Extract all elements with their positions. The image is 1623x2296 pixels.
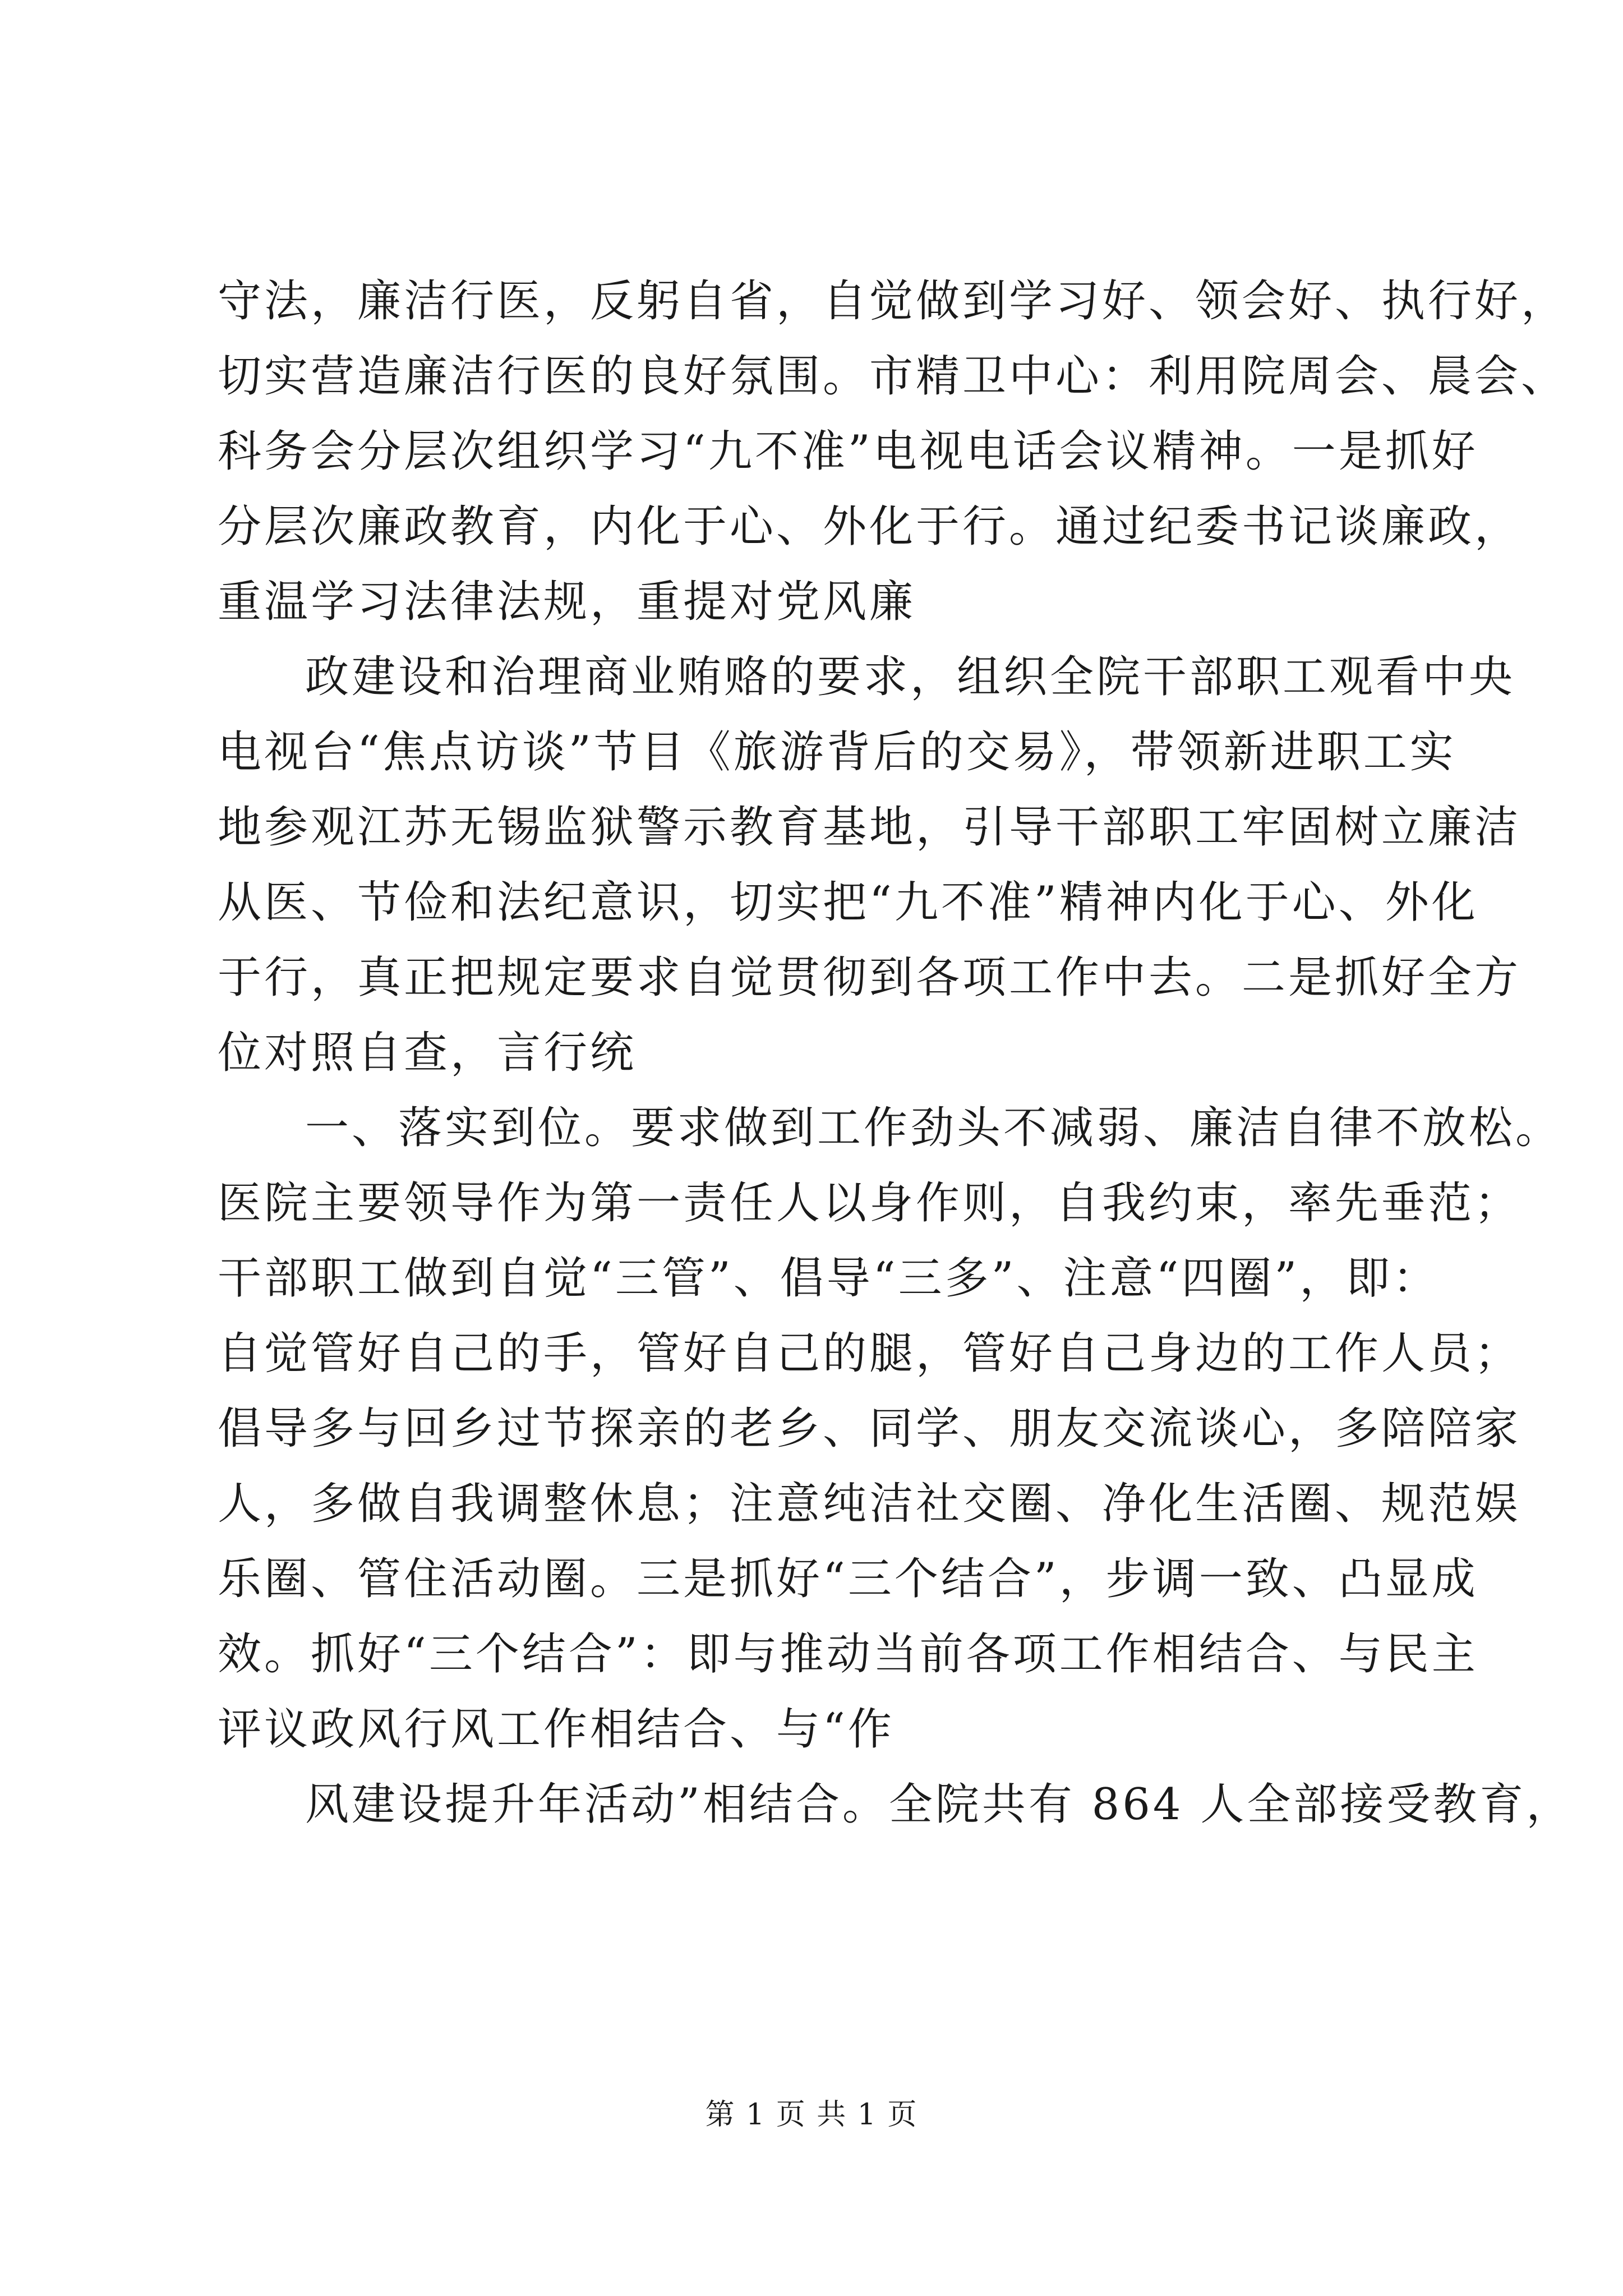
text-line: 效。抓好“三个结合”：即与推动当前各项工作相结合、与民主 [218,1629,1478,1680]
text-line: 重温学习法律法规，重提对党风廉 [218,577,916,627]
text-line: 分层次廉政教育，内化于心、外化于行。通过纪委书记谈廉政， [218,501,1521,552]
paragraph-first-line: 风建设提升年活动”相结合。全院共有 864 人全部接受教育， [305,1779,1573,1830]
text-line: 地参观江苏无锡监狱警示教育基地，引导干部职工牢固树立廉洁 [218,802,1521,853]
text-line: 乐圈、管住活动圈。三是抓好“三个结合”，步调一致、凸显成 [218,1554,1478,1604]
text-line: 于行，真正把规定要求自觉贯彻到各项工作中去。二是抓好全方 [218,953,1521,1003]
text-line: 干部职工做到自觉“三管”、倡导“三多”、注意“四圈”，即： [218,1253,1440,1304]
text-line: 从医、节俭和法纪意识，切实把“九不准”精神内化于心、外化 [218,877,1478,928]
paragraph-first-line: 政建设和治理商业贿赂的要求，组织全院干部职工观看中央 [305,652,1516,702]
page-number-footer: 第 1 页 共 1 页 [705,2098,918,2132]
text-line: 评议政风行风工作相结合、与“作 [218,1704,895,1755]
text-line: 切实营造廉洁行医的良好氛围。市精卫中心：利用院周会、晨会、 [218,351,1568,402]
text-line: 倡导多与回乡过节探亲的老乡、同学、朋友交流谈心，多陪陪家 [218,1404,1521,1454]
text-line: 电视台“焦点访谈”节目《旅游背后的交易》，带领新进职工实 [218,727,1456,777]
text-line: 科务会分层次组织学习“九不准”电视电话会议精神。一是抓好 [218,426,1478,477]
text-line: 自觉管好自己的手，管好自己的腿，管好自己身边的工作人员； [218,1328,1521,1379]
text-line: 守法，廉洁行医，反躬自省，自觉做到学习好、领会好、执行好， [218,276,1568,326]
document-body [218,264,1573,1842]
text-line: 位对照自查，言行统 [218,1028,637,1078]
text-line: 医院主要领导作为第一责任人以身作则，自我约束，率先垂范； [218,1178,1521,1228]
text-line: 人，多做自我调整休息；注意纯洁社交圈、净化生活圈、规范娱 [218,1479,1521,1529]
paragraph-first-line: 一、落实到位。要求做到工作劲头不减弱、廉洁自律不放松。 [305,1103,1562,1153]
